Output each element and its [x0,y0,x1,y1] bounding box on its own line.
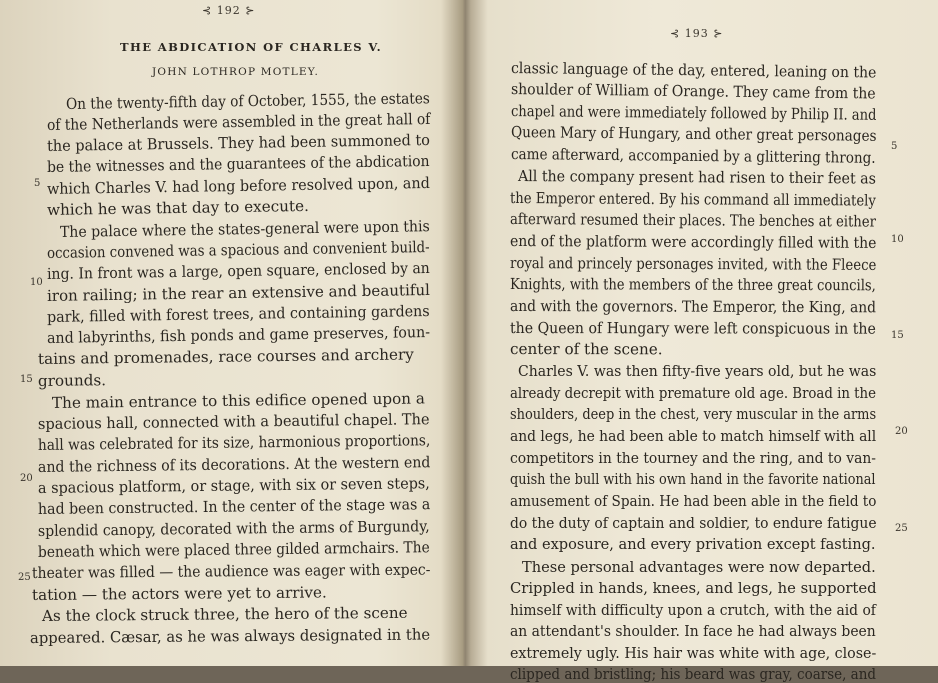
text-line: spacious hall, connected with a beautiful chapel. The [37,410,430,433]
text-line: classic language of the day, entered, leaning on the [510,59,877,82]
text-line: These personal advantages were now departed. [522,558,876,576]
text-line: and legs, he had been able to match himself with all [510,427,877,445]
text-line: shoulders, deep in the chest, very muscular in the arms [510,405,877,423]
text-line: of the Netherlands were assembled in the great hall of [46,109,431,134]
text-line: On the twenty-fifth day of October, 1555, the estates [65,89,430,113]
line-number: 15 [20,374,33,385]
text-line: ing. In front was a large, open square, enclosed by an [46,258,430,283]
chapter-title: THE ABDICATION OF CHARLES V. [120,40,383,54]
line-number: 20 [895,426,908,437]
text-line: competitors in the tourney and the ring, and to van- [510,449,876,467]
line-number: 15 [891,330,904,341]
text-line: himself with difficulty upon a crutch, with the aid of [510,601,876,619]
text-line: which he was that day to execute. [46,196,310,219]
text-line: park, filled with forest trees, and containing gardens [46,301,430,326]
text-line: be the witnesses and the guarantees of the abdication [46,151,430,176]
page-number-left-value: 192 [216,4,241,17]
text-line: The palace where the states-general were upon this [59,217,430,241]
left-page [0,0,460,666]
text-line: appeared. Cæsar, as he was always designated in the [29,625,431,647]
text-line: do the duty of captain and soldier, to endure fatigue [510,514,877,532]
text-line: and exposure, and every privation except fasting. [510,535,876,553]
text-line: Queen Mary of Hungary, and other great personages [510,123,877,145]
text-line: a spacious platform, or stage, with six or seven steps, [37,474,430,497]
text-line: Knights, with the members of the three great councils, [509,275,876,295]
text-line: shoulder of William of Orange. They came from the [510,80,876,103]
text-line: and with the governors. The Emperor, the King, and [509,297,877,317]
text-line: amusement of Spain. He had been able in the field to [510,492,877,510]
text-line: tains and promenades, race courses and archery [37,345,414,368]
text-line: As the clock struck three, the hero of the scene [41,603,408,625]
text-line: chapel and were immediately followed by Philip II. and [510,102,877,124]
line-number: 20 [20,473,33,484]
text-line: The main entrance to this edifice opened upon a [51,389,425,412]
text-line: hall was celebrated for its size, harmonious proportions, [37,431,431,454]
text-line: the palace at Brussels. They had been summoned to [46,130,431,155]
text-line: beneath which were placed three gilded armchairs. The [37,538,430,561]
right-page [466,0,938,683]
author-name: JOHN LOTHROP MOTLEY. [152,66,320,78]
text-line: theater was filled — the audience was eager with expec- [31,560,431,582]
text-line: end of the platform were accordingly filled with the [509,232,877,252]
line-number: 5 [891,141,898,152]
text-line: and the richness of its decorations. At the western end [37,453,431,476]
page-number-left: ⊰ 192 ⊱ [202,4,256,17]
page-number-right: ⊰ 193 ⊱ [670,27,724,40]
line-number: 25 [895,523,908,534]
text-line: the Emperor entered. By his command all immediately [509,189,876,210]
text-line: Crippled in hands, knees, and legs, he supported [510,579,877,597]
line-number: 10 [30,277,43,288]
line-number: 5 [34,178,41,189]
text-line: afterward resumed their places. The benches at either [509,210,877,231]
page-number-right-value: 193 [684,27,709,40]
text-line: had been constructed. In the center of the stage was a [37,495,431,518]
text-line: royal and princely personages invited, with the Fleece [509,254,877,274]
text-line: center of the scene. [509,340,663,359]
text-line: clipped and bristling; his beard was gray, coarse, and [510,665,877,683]
text-line: All the company present had risen to their feet as [517,167,877,188]
text-line: already decrepit with premature old age. Broad in the [510,384,876,402]
line-number: 10 [891,234,904,245]
text-line: extremely ugly. His hair was white with age, close- [510,644,877,662]
text-line: and labyrinths, fish ponds and game preserves, foun- [46,322,431,347]
text-line: splendid canopy, decorated with the arms of Burgundy, [37,517,430,540]
text-line: tation — the actors were yet to arrive. [31,583,327,604]
text-line: came afterward, accompanied by a glittering throng. [510,145,876,167]
text-line: which Charles V. had long before resolved upon, and [46,173,430,198]
text-line: quish the bull with his own hand in the favorite national [510,470,876,488]
text-line: an attendant's shoulder. In face he had always been [510,622,876,640]
text-line: the Queen of Hungary were left conspicuous in the [509,319,876,338]
text-line: Charles V. was then fifty-five years old, but he was [518,362,877,380]
text-line: iron railing; in the rear an extensive and beautiful [46,280,431,305]
text-line: grounds. [37,371,107,390]
line-number: 25 [18,572,31,583]
text-line: occasion convened was a spacious and convenient build- [46,237,430,262]
